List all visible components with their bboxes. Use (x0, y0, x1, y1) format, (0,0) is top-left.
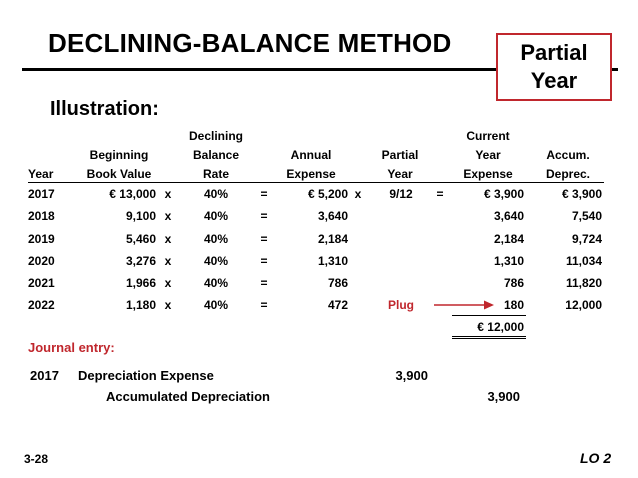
cell-year: 2018 (28, 209, 55, 223)
cell-equals: = (260, 187, 268, 201)
cell-rate: 40% (203, 187, 229, 201)
cell-year: 2017 (28, 187, 55, 201)
journal-credit-account: Accumulated Depreciation (106, 389, 270, 404)
journal-credit-amount: 3,900 (487, 389, 520, 404)
cell-rate: 40% (203, 232, 229, 246)
header-accum-deprec: Accum. Deprec. (545, 148, 591, 181)
header-current-year-expense: Current Year Expense (463, 129, 513, 181)
header-annual-expense: Annual Expense (286, 148, 336, 181)
cell-annual-expense: 2,184 (317, 232, 348, 246)
cell-current-expense: 786 (503, 276, 524, 290)
total-current-expense: € 12,000 (477, 320, 524, 334)
total-rule-bottom-2 (452, 338, 526, 339)
learning-objective: LO 2 (580, 450, 612, 466)
cell-year: 2020 (28, 254, 55, 268)
cell-rate: 40% (203, 276, 229, 290)
cell-rate: 40% (203, 254, 229, 268)
header-rate: Declining Balance Rate (188, 129, 243, 181)
cell-times: x (164, 209, 172, 223)
cell-times: x (164, 298, 172, 312)
cell-annual-expense: 1,310 (317, 254, 348, 268)
cell-current-expense: € 3,900 (483, 187, 524, 201)
cell-annual-expense: € 5,200 (307, 187, 348, 201)
partial-box-line1: Partial (520, 40, 588, 65)
cell-book-value: 1,180 (125, 298, 156, 312)
cell-rate: 40% (203, 298, 229, 312)
cell-equals: = (260, 276, 268, 290)
plug-label: Plug (388, 298, 414, 312)
illustration-label: Illustration: (50, 98, 159, 120)
cell-times: x (164, 254, 172, 268)
cell-partial-year: 9/12 (389, 187, 413, 201)
cell-accum-deprec: 9,724 (571, 232, 602, 246)
cell-equals: = (436, 187, 444, 201)
header-beginning-book-value: Beginning Book Value (86, 148, 152, 181)
cell-accum-deprec: 11,820 (565, 276, 602, 290)
cell-year: 2019 (28, 232, 55, 246)
slide-number: 3-28 (24, 452, 49, 466)
cell-equals: = (260, 232, 268, 246)
cell-book-value: 9,100 (125, 209, 156, 223)
cell-accum-deprec: 7,540 (571, 209, 602, 223)
cell-equals: = (260, 254, 268, 268)
cell-annual-expense: 3,640 (317, 209, 348, 223)
cell-current-expense: 2,184 (493, 232, 524, 246)
partial-box-line2: Year (530, 68, 578, 93)
journal-year: 2017 (30, 368, 59, 383)
cell-times: x (354, 187, 362, 201)
cell-rate: 40% (203, 209, 229, 223)
total-rule-top (452, 315, 526, 316)
cell-book-value: 1,966 (125, 276, 156, 290)
cell-current-expense: 1,310 (493, 254, 524, 268)
header-year: Year (28, 167, 54, 181)
header-partial-year: Partial Year (381, 148, 419, 181)
slide-title: DECLINING-BALANCE METHOD (48, 28, 452, 58)
cell-year: 2021 (28, 276, 55, 290)
cell-annual-expense: 786 (327, 276, 348, 290)
journal-debit-amount: 3,900 (395, 368, 428, 383)
journal-entry-label: Journal entry: (28, 340, 115, 355)
cell-accum-deprec: € 3,900 (561, 187, 602, 201)
cell-accum-deprec: 11,034 (565, 254, 602, 268)
cell-equals: = (260, 298, 268, 312)
cell-times: x (164, 187, 172, 201)
cell-times: x (164, 232, 172, 246)
cell-times: x (164, 276, 172, 290)
header-underline (28, 182, 604, 183)
cell-year: 2022 (28, 298, 55, 312)
cell-book-value: 3,276 (125, 254, 156, 268)
cell-book-value: € 13,000 (109, 187, 156, 201)
cell-book-value: 5,460 (125, 232, 156, 246)
journal-debit-account: Depreciation Expense (78, 368, 214, 383)
partial-year-box (496, 33, 612, 101)
cell-equals: = (260, 209, 268, 223)
cell-current-expense: 3,640 (493, 209, 524, 223)
cell-accum-deprec: 12,000 (565, 298, 602, 312)
total-rule-bottom-1 (452, 336, 526, 337)
cell-current-expense: 180 (503, 298, 524, 312)
cell-annual-expense: 472 (327, 298, 348, 312)
